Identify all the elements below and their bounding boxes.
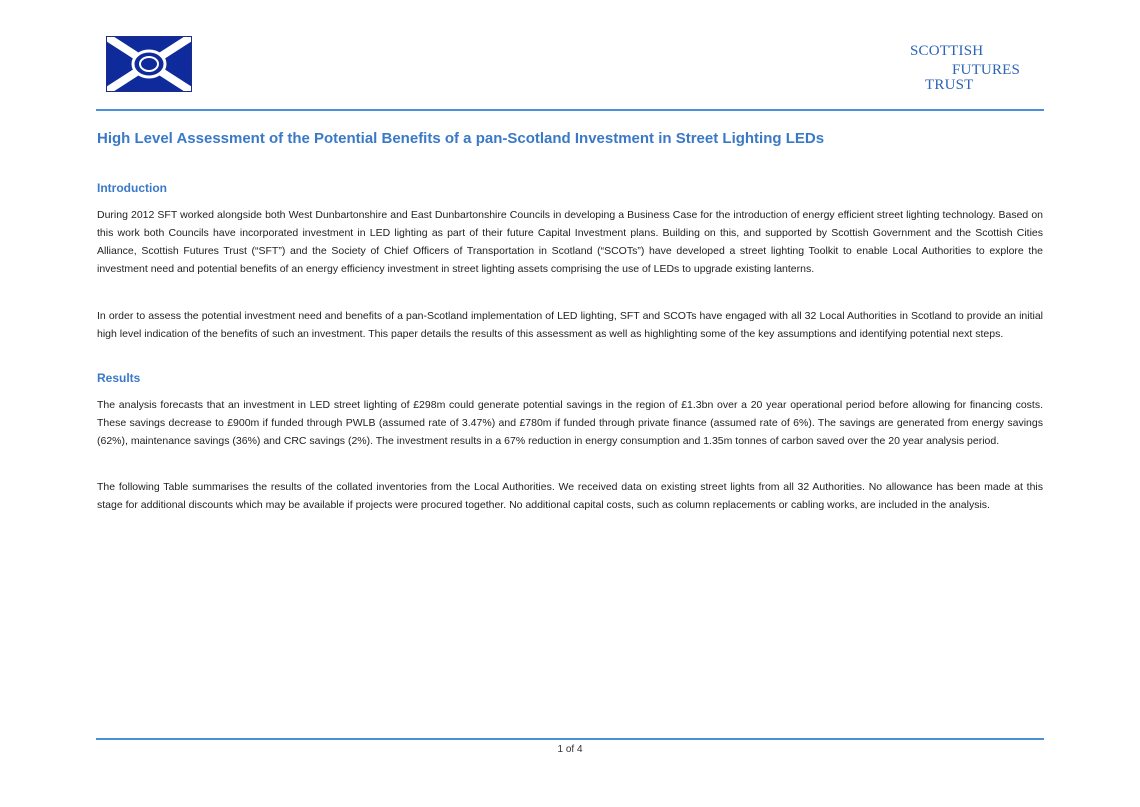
saltire-flag-graphic: [107, 37, 191, 91]
section-heading-introduction: Introduction: [97, 181, 167, 195]
results-paragraph-1: The analysis forecasts that an investment in LED street lighting of £298m could generate potential savings in the region of £1.3bn over a 20 year operational period before allowing for financing costs. These savings decrease to £900m if funded through PWLB (assumed rate of 3.47%) and £780m if funded through private finance (assumed rate of 6%). The savings are generated from energy savings (62%), maintenance savings (36%) and CRC savings (2%). The investment results in a 67% reduction in energy consumption and 1.35m tonnes of carbon saved over the 20 year analysis period.: [97, 399, 1043, 447]
logo-line-3: TRUST: [925, 77, 974, 93]
footer-divider: [96, 738, 1044, 740]
intro-paragraph-2: In order to assess the potential investment need and benefits of a pan-Scotland implementation of LED lighting, SFT and SCOTs have engaged with all 32 Local Authorities in Scotland to provide an initial high level indication of the benefits of such an investment. This paper details the results of this assessment as well as highlighting some of the key assumptions and identifying potential next steps.: [97, 310, 1043, 340]
logo-line-1: SCOTTISH: [910, 43, 984, 59]
intro-paragraph-1: During 2012 SFT worked alongside both West Dunbartonshire and East Dunbartonshire Councils in developing a Business Case for the introduction of energy efficient street lighting technology. Based on this work both Councils have incorporated investment in LED lighting as part of their future Capital Investment plans. Building on this, and supported by Scottish Government and the Scottish Cities Alliance, Scottish Futures Trust (“SFT”) and the Society of Chief Officers of Transportation in Scotland (“SCOTs”) have developed a street lighting Toolkit to enable Local Authorities to explore the investment need and potential benefits of an energy efficiency investment in street lighting assets comprising the use of LEDs to upgrade existing lanterns.: [97, 209, 1043, 275]
logo-line-2: FUTURES: [952, 62, 1021, 78]
page-number: 1 of 4: [557, 744, 583, 755]
section-heading-results: Results: [97, 371, 141, 385]
header-divider: [96, 109, 1044, 111]
saltire-logo-icon: [106, 36, 192, 92]
scottish-futures-trust-logo: [910, 44, 1042, 96]
document-title: High Level Assessment of the Potential Benefits of a pan-Scotland Investment in Street Lighting LEDs: [97, 130, 825, 147]
results-paragraph-2: The following Table summarises the results of the collated inventories from the Local Authorities. We received data on existing street lights from all 32 Authorities. No allowance has been made at this stage for additional discounts which may be available if projects were procured together. No additional capital costs, such as column replacements or cabling works, are included in the analysis.: [97, 481, 1043, 511]
